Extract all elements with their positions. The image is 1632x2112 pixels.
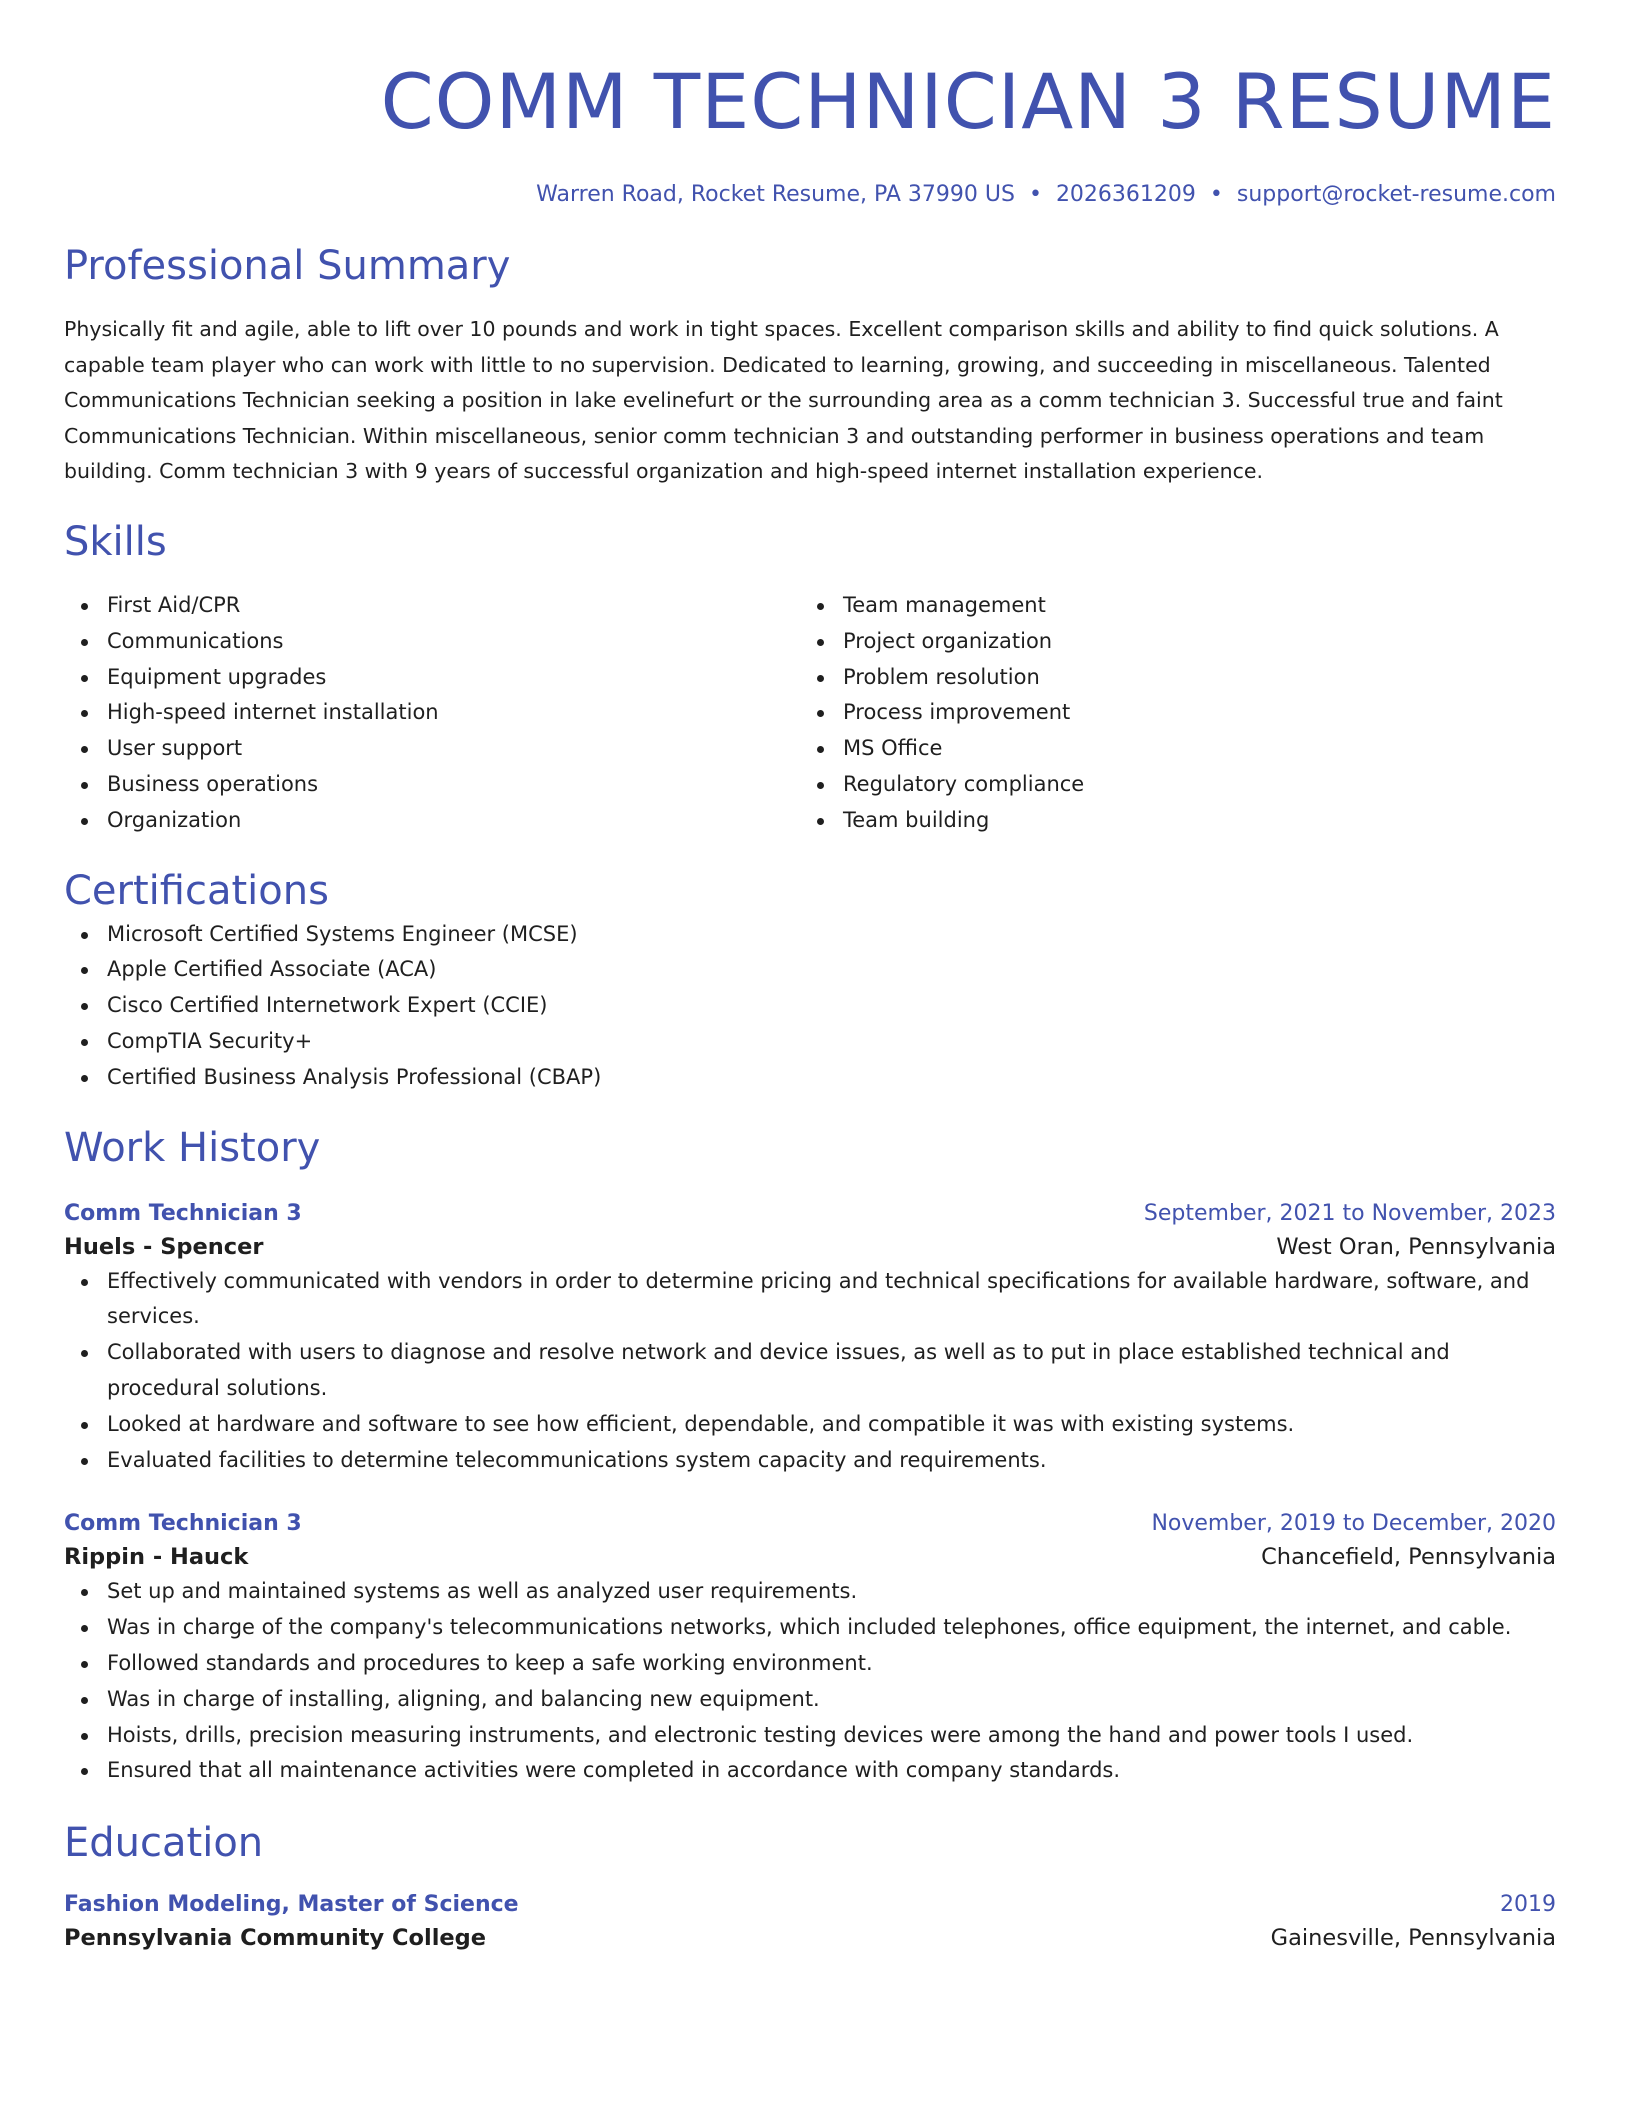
skills-list-right bbox=[800, 588, 1536, 839]
job-title-row bbox=[64, 1508, 1556, 1540]
education-year: 2019 bbox=[1500, 1892, 1556, 1918]
job-duty: Was in charge of the company's telecommunications networks, which included telephones, office equipment, the internet, and cable. bbox=[64, 1610, 1556, 1646]
contact-address: Warren Road, Rocket Resume, PA 37990 US bbox=[536, 182, 1015, 207]
job-duty: Followed standards and procedures to keep a safe working environment. bbox=[64, 1646, 1556, 1682]
contact-separator: • bbox=[1209, 182, 1223, 207]
certification-item: Cisco Certified Internetwork Expert (CCIE) bbox=[64, 988, 1556, 1024]
skill-item: Team building bbox=[800, 803, 1536, 839]
summary-section bbox=[64, 240, 1556, 490]
job-duty: Looked at hardware and software to see how efficient, dependable, and compatible it was with existing systems. bbox=[64, 1407, 1556, 1443]
job-company: Rippin - Hauck bbox=[64, 1544, 249, 1571]
job-location: Chancefield, Pennsylvania bbox=[1261, 1544, 1556, 1571]
resume-header bbox=[64, 56, 1556, 210]
job-company: Huels - Spencer bbox=[64, 1233, 264, 1260]
skill-item: Problem resolution bbox=[800, 660, 1536, 696]
work-history-heading: Work History bbox=[64, 1124, 321, 1171]
education-school-row bbox=[64, 1921, 1556, 1955]
job-duty: Hoists, drills, precision measuring instruments, and electronic testing devices were among the hand and power tools I used. bbox=[64, 1718, 1556, 1754]
certification-item: Microsoft Certified Systems Engineer (MCSE) bbox=[64, 917, 1556, 953]
job-duty: Evaluated facilities to determine telecommunications system capacity and requirements. bbox=[64, 1443, 1556, 1479]
education-location: Gainesville, Pennsylvania bbox=[1270, 1925, 1556, 1952]
job-entry bbox=[64, 1508, 1556, 1789]
skill-item: First Aid/CPR bbox=[64, 588, 800, 624]
contact-line bbox=[64, 180, 1556, 210]
resume-title: COMM TECHNICIAN 3 RESUME bbox=[380, 57, 1556, 146]
skill-item: Regulatory compliance bbox=[800, 767, 1536, 803]
skills-section bbox=[64, 516, 1556, 839]
job-dates: November, 2019 to December, 2020 bbox=[1151, 1511, 1556, 1537]
certification-item: Certified Business Analysis Professional (CBAP) bbox=[64, 1060, 1556, 1096]
skills-list-left bbox=[64, 588, 800, 839]
contact-email[interactable]: support@rocket-resume.com bbox=[1236, 182, 1556, 207]
job-location: West Oran, Pennsylvania bbox=[1276, 1233, 1556, 1260]
summary-text: Physically fit and agile, able to lift over 10 pounds and work in tight spaces. Excellent comparison skills and ability to find quick solutions. A capable team player who can work with little to no supervision. Dedicated to learning, growing, and succeeding in miscellaneous. Talented Communications Technician seeking a position in lake evelinefurt or the surrounding area as a comm technician 3. Successful true and faint Communications Technician. Within miscellaneous, senior comm technician 3 and outstanding performer in business operations and team building. Comm technician 3 with 9 years of successful organization and high-speed internet installation experience. bbox=[64, 317, 1503, 484]
job-company-row bbox=[64, 1230, 1556, 1264]
summary-heading: Professional Summary bbox=[64, 243, 511, 289]
education-section bbox=[64, 1817, 1556, 1955]
education-school: Pennsylvania Community College bbox=[64, 1925, 487, 1952]
skills-column-right bbox=[800, 588, 1536, 839]
skill-item: Equipment upgrades bbox=[64, 660, 800, 696]
job-entry bbox=[64, 1198, 1556, 1479]
education-heading: Education bbox=[64, 1820, 264, 1867]
job-duties-list bbox=[64, 1574, 1556, 1789]
education-entry bbox=[64, 1889, 1556, 1955]
skill-item: High-speed internet installation bbox=[64, 695, 800, 731]
certifications-heading: Certifications bbox=[64, 867, 329, 914]
skill-item: Communications bbox=[64, 624, 800, 660]
job-title: Comm Technician 3 bbox=[64, 1511, 302, 1537]
education-degree: Fashion Modeling, Master of Science bbox=[64, 1892, 519, 1918]
work-history-section bbox=[64, 1122, 1556, 1790]
skill-item: Project organization bbox=[800, 624, 1536, 660]
job-title-row bbox=[64, 1198, 1556, 1230]
certifications-list bbox=[64, 917, 1556, 1096]
job-duty: Ensured that all maintenance activities were completed in accordance with company standards. bbox=[64, 1753, 1556, 1789]
skill-item: MS Office bbox=[800, 731, 1536, 767]
job-dates: September, 2021 to November, 2023 bbox=[1143, 1200, 1556, 1226]
skill-item: Process improvement bbox=[800, 695, 1536, 731]
job-duty: Was in charge of installing, aligning, and balancing new equipment. bbox=[64, 1682, 1556, 1718]
job-title: Comm Technician 3 bbox=[64, 1200, 302, 1226]
skill-item: Organization bbox=[64, 803, 800, 839]
skills-columns bbox=[64, 588, 1556, 839]
resume-page bbox=[64, 0, 1556, 1955]
skill-item: Team management bbox=[800, 588, 1536, 624]
job-duty: Set up and maintained systems as well as analyzed user requirements. bbox=[64, 1574, 1556, 1610]
skills-heading: Skills bbox=[64, 518, 167, 565]
job-duty: Effectively communicated with vendors in order to determine pricing and technical specifications for available hardware, software, and services. bbox=[64, 1264, 1556, 1336]
certifications-section bbox=[64, 865, 1556, 1096]
skills-column-left bbox=[64, 588, 800, 839]
job-duties-list bbox=[64, 1264, 1556, 1479]
skill-item: User support bbox=[64, 731, 800, 767]
contact-phone: 2026361209 bbox=[1055, 182, 1196, 207]
education-degree-row bbox=[64, 1889, 1556, 1921]
certification-item: CompTIA Security+ bbox=[64, 1024, 1556, 1060]
job-duty: Collaborated with users to diagnose and resolve network and device issues, as well as to put in place established technical and procedural solutions. bbox=[64, 1335, 1556, 1407]
contact-separator: • bbox=[1028, 182, 1042, 207]
certification-item: Apple Certified Associate (ACA) bbox=[64, 952, 1556, 988]
skill-item: Business operations bbox=[64, 767, 800, 803]
job-company-row bbox=[64, 1540, 1556, 1574]
